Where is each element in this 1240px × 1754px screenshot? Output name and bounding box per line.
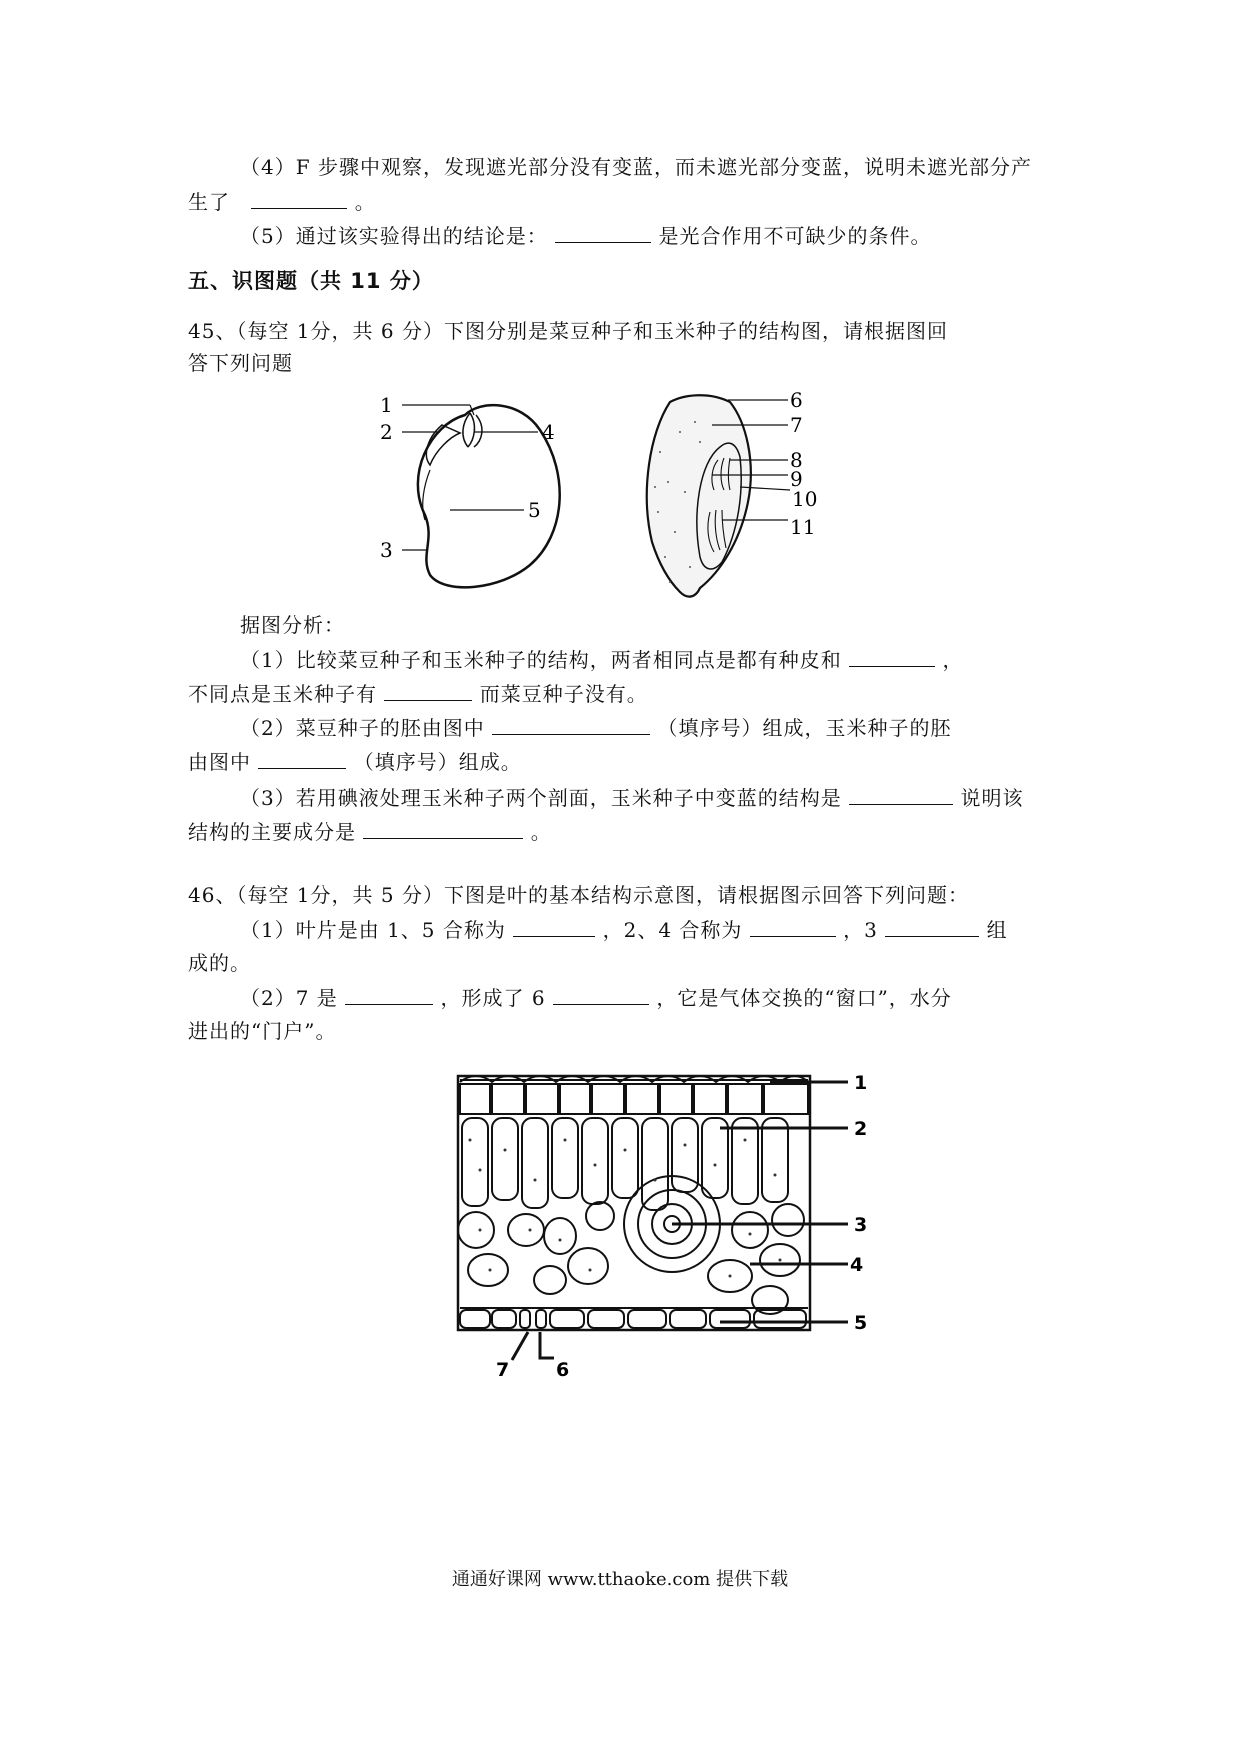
answer-blank[interactable] (258, 746, 346, 769)
answer-blank[interactable] (750, 914, 836, 937)
answer-blank[interactable] (513, 914, 595, 937)
q45-p2-post2: （填序号）组成。 (353, 750, 522, 774)
q46-p2-post: ，它是气体交换的“窗口”，水分 (656, 986, 952, 1010)
corn-label-8: 8 (790, 448, 803, 472)
answer-blank[interactable] (345, 982, 433, 1005)
corn-label-9: 9 (790, 467, 803, 491)
q45-p2-pre: （2）菜豆种子的胚由图中 (240, 716, 485, 740)
q44-p4-line2 (188, 186, 376, 217)
page-footer: 通通好课网 www.tthaoke.com 提供下载 (451, 1569, 789, 1590)
q45-p2-line1 (240, 712, 951, 743)
q46-p2-pre: （2）7 是 (240, 986, 338, 1010)
q45-p3-post2: 。 (530, 820, 552, 844)
answer-blank[interactable] (849, 644, 935, 667)
q45-p1-pre2: 不同点是玉米种子有 (188, 682, 377, 706)
q45-p1-line1 (240, 644, 963, 675)
q45-intro-line2: 答下列问题 (188, 351, 293, 375)
bean-label-3: 3 (380, 538, 393, 562)
answer-blank[interactable] (363, 816, 523, 839)
q46-p2-line1 (240, 982, 952, 1013)
q44-p4-pre: 生了 (188, 190, 230, 214)
bean-label-5: 5 (528, 498, 541, 522)
q46-p2-mid: ，形成了 6 (440, 986, 546, 1010)
corn-seed-diagram (640, 392, 860, 607)
q45-p1-post2: 而菜豆种子没有。 (479, 682, 648, 706)
bean-label-1: 1 (380, 393, 393, 417)
bean-label-4: 4 (542, 420, 555, 444)
answer-blank[interactable] (849, 782, 953, 805)
leaf-label-7: 7 (496, 1359, 510, 1381)
q46-p1-post: 组 (986, 918, 1008, 942)
answer-blank[interactable] (553, 982, 649, 1005)
leaf-label-2: 2 (854, 1118, 868, 1140)
q46-p2-line2: 进出的“门户”。 (188, 1019, 337, 1043)
corn-label-11: 11 (790, 515, 816, 539)
q45-analysis: 据图分析： (240, 613, 345, 637)
q45-intro-line1: 45、（每空 1分，共 6 分）下图分别是菜豆种子和玉米种子的结构图，请根据图回 (188, 319, 948, 343)
corn-label-6: 6 (790, 392, 803, 412)
q45-p3-line1 (240, 782, 1023, 813)
answer-blank[interactable] (251, 186, 347, 209)
leaf-label-6: 6 (556, 1359, 570, 1381)
leaf-label-5: 5 (854, 1312, 868, 1334)
q44-p4-post: 。 (354, 190, 376, 214)
q45-p3-line2 (188, 816, 552, 847)
q46-p1-line2: 成的。 (188, 951, 251, 975)
q44-p5-pre: （5）通过该实验得出的结论是： (240, 224, 548, 248)
q45-p2-pre2: 由图中 (188, 750, 251, 774)
q45-p2-line2 (188, 746, 522, 777)
answer-blank[interactable] (384, 678, 472, 701)
q45-p3-post: 说明该 (960, 786, 1024, 810)
leaf-label-1: 1 (854, 1072, 868, 1094)
q45-p3-pre: （3）若用碘液处理玉米种子两个剖面，玉米种子中变蓝的结构是 (240, 786, 842, 810)
q45-p3-pre2: 结构的主要成分是 (188, 820, 356, 844)
q46-p1-mid: ，2、4 合称为 (602, 918, 743, 942)
q45-p1-post: ， (942, 648, 964, 672)
leaf-structure-diagram (450, 1070, 940, 1390)
bean-seed-diagram (370, 385, 620, 600)
answer-blank[interactable] (555, 220, 651, 243)
corn-label-10: 10 (792, 487, 818, 511)
section-heading: 五、识图题（共 11 分） (188, 269, 434, 293)
q45-p1-pre: （1）比较菜豆种子和玉米种子的结构，两者相同点是都有种皮和 (240, 648, 842, 672)
q44-p5 (240, 220, 931, 251)
q46-p1-pre: （1）叶片是由 1、5 合称为 (240, 918, 506, 942)
q45-p1-line2 (188, 678, 648, 709)
q46-p1-mid2: ，3 (843, 918, 878, 942)
corn-label-7: 7 (790, 413, 803, 437)
q44-p5-post: 是光合作用不可缺少的条件。 (658, 224, 932, 248)
q44-p4-line1: （4）F 步骤中观察，发现遮光部分没有变蓝，而未遮光部分变蓝，说明未遮光部分产 (240, 155, 1032, 179)
q46-p1-line1 (240, 914, 1008, 945)
answer-blank[interactable] (885, 914, 979, 937)
q46-intro: 46、（每空 1分，共 5 分）下图是叶的基本结构示意图，请根据图示回答下列问题： (188, 883, 969, 907)
q45-p2-post: （填序号）组成，玉米种子的胚 (657, 716, 952, 740)
leaf-label-4: 4 (850, 1254, 864, 1276)
leaf-label-3: 3 (854, 1214, 868, 1236)
answer-blank[interactable] (492, 712, 650, 735)
bean-label-2: 2 (380, 420, 393, 444)
